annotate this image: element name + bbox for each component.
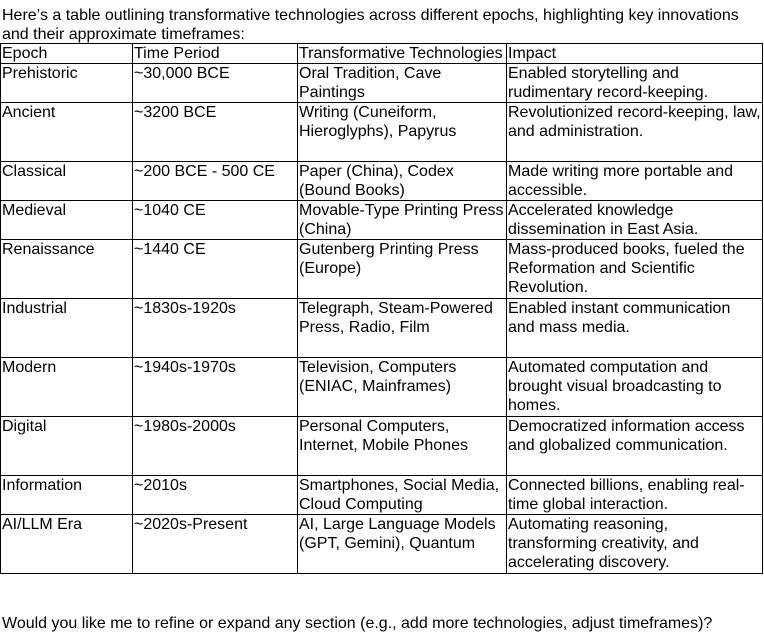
- table-row: [1, 299, 763, 358]
- cell-technologies: Movable-Type Printing Press (China): [298, 201, 507, 240]
- table-row: [1, 162, 763, 201]
- cell-time-period: ~1980s-2000s: [133, 417, 298, 476]
- cell-epoch: Information: [1, 476, 133, 515]
- cell-technologies: Personal Computers, Internet, Mobile Phones: [298, 417, 507, 476]
- table-row: [1, 417, 763, 476]
- cell-technologies: Telegraph, Steam-Powered Press, Radio, Film: [298, 299, 507, 358]
- cell-epoch: Medieval: [1, 201, 133, 240]
- cell-epoch: Industrial: [1, 299, 133, 358]
- cell-time-period: ~3200 BCE: [133, 103, 298, 162]
- table-row: [1, 358, 763, 417]
- cell-epoch: Modern: [1, 358, 133, 417]
- cell-epoch: Prehistoric: [1, 64, 133, 103]
- table-row: [1, 240, 763, 299]
- cell-technologies: Smartphones, Social Media, Cloud Computing: [298, 476, 507, 515]
- cell-epoch: AI/LLM Era: [1, 515, 133, 574]
- table-row: [1, 103, 763, 162]
- table-header-row: [1, 44, 763, 64]
- cell-time-period: ~1830s-1920s: [133, 299, 298, 358]
- cell-epoch: Renaissance: [1, 240, 133, 299]
- cell-technologies: Gutenberg Printing Press (Europe): [298, 240, 507, 299]
- header-time-period: Time Period: [133, 44, 298, 64]
- cell-epoch: Digital: [1, 417, 133, 476]
- cell-technologies: AI, Large Language Models (GPT, Gemini), Quantum: [298, 515, 507, 574]
- cell-impact: Enabled storytelling and rudimentary record-keeping.: [507, 64, 763, 103]
- cell-technologies: Paper (China), Codex (Bound Books): [298, 162, 507, 201]
- cell-technologies: Television, Computers (ENIAC, Mainframes): [298, 358, 507, 417]
- cell-impact: Revolutionized record-keeping, law, and administration.: [507, 103, 763, 162]
- cell-impact: Automated computation and brought visual broadcasting to homes.: [507, 358, 763, 417]
- cell-time-period: ~1040 CE: [133, 201, 298, 240]
- cell-time-period: ~1440 CE: [133, 240, 298, 299]
- cell-time-period: ~200 BCE - 500 CE: [133, 162, 298, 201]
- cell-epoch: Classical: [1, 162, 133, 201]
- cell-impact: Enabled instant communication and mass media.: [507, 299, 763, 358]
- intro-text: Here’s a table outlining transformative technologies across different epochs, highlighting key innovations and their approximate timeframes:: [2, 7, 739, 43]
- header-technologies: Transformative Technologies: [298, 44, 507, 64]
- cell-impact: Accelerated knowledge dissemination in East Asia.: [507, 201, 763, 240]
- cell-impact: Democratized information access and globalized communication.: [507, 417, 763, 476]
- cell-time-period: ~1940s-1970s: [133, 358, 298, 417]
- cell-time-period: ~30,000 BCE: [133, 64, 298, 103]
- cell-impact: Mass-produced books, fueled the Reformation and Scientific Revolution.: [507, 240, 763, 299]
- cell-time-period: ~2010s: [133, 476, 298, 515]
- table-row: [1, 476, 763, 515]
- follow-up-question: Would you like me to refine or expand any section (e.g., add more technologies, adjust timeframes)?: [2, 615, 713, 632]
- cell-time-period: ~2020s-Present: [133, 515, 298, 574]
- cell-impact: Automating reasoning, transforming creativity, and accelerating discovery.: [507, 515, 763, 574]
- epochs-table: [0, 43, 763, 574]
- cell-technologies: Oral Tradition, Cave Paintings: [298, 64, 507, 103]
- header-epoch: Epoch: [1, 44, 133, 64]
- header-impact: Impact: [507, 44, 763, 64]
- table-row: [1, 64, 763, 103]
- cell-technologies: Writing (Cuneiform, Hieroglyphs), Papyrus: [298, 103, 507, 162]
- table-row: [1, 515, 763, 574]
- cell-impact: Made writing more portable and accessible.: [507, 162, 763, 201]
- cell-impact: Connected billions, enabling real-time global interaction.: [507, 476, 763, 515]
- cell-epoch: Ancient: [1, 103, 133, 162]
- table-row: [1, 201, 763, 240]
